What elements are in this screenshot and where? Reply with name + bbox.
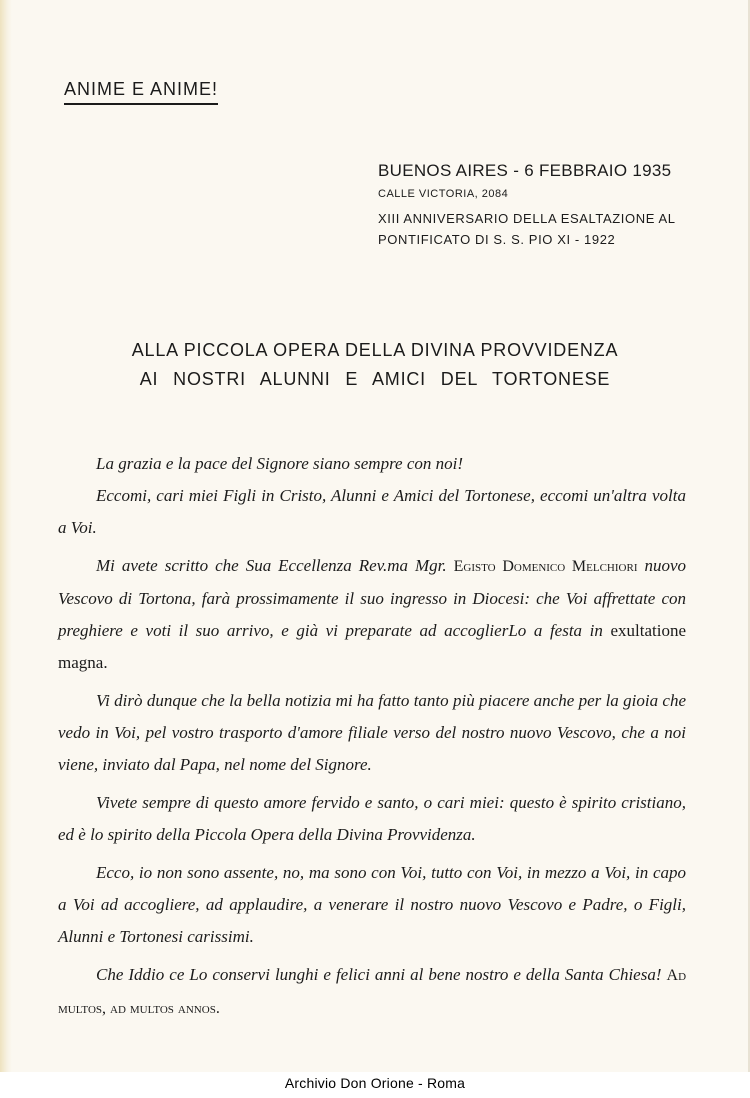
- archive-footer: Archivio Don Orione - Roma: [284, 1075, 466, 1091]
- paragraph-text: Mi avete scritto che Sua Eccellenza Rev.ma Mgr.: [96, 556, 447, 575]
- latin-closing: Ad multos, ad multos annos.: [58, 967, 687, 1017]
- street-address: CALLE VICTORIA, 2084: [378, 188, 509, 200]
- page-edge-shadow: [0, 0, 12, 1072]
- addressee-line-1: ALLA PICCOLA OPERA DELLA DIVINA PROVVIDENZA: [131, 340, 619, 360]
- addressee-line-2: AI NOSTRI ALUNNI E AMICI DEL TORTONESE: [139, 369, 611, 389]
- letter-body: [58, 448, 686, 1025]
- letter-paragraph: [58, 959, 686, 1025]
- document-heading: ANIME E ANIME!: [64, 79, 218, 105]
- letter-paragraph: [58, 550, 686, 679]
- paragraph-text: nuovo Vescovo di Tortona, farà prossimamente il suo ingresso in Diocesi: che Voi affrettate con preghiere e voti il suo arrivo, e già vi preparate ad accoglierLo a festa in: [58, 556, 687, 640]
- latin-phrase: exultatione magna.: [58, 621, 686, 672]
- letter-paragraph: Vi dirò dunque che la bella notizia mi ha fatto tanto più piacere anche per la gioia che vedo in Voi, pel vostro trasporto d'amore filiale verso del nostro nuovo Vescovo, che a noi viene, inviato dal Papa, nel nome del Signore.: [58, 691, 686, 774]
- letter-paragraph: Ecco, io non sono assente, no, ma sono con Voi, tutto con Voi, in mezzo a Voi, in capo a Voi ad accogliere, ad applaudire, a venerare il nostro nuovo Vescovo e Padre, o Figli, Alunni e Tortonesi carissimi.: [58, 863, 686, 946]
- letter-paragraph: Eccomi, cari miei Figli in Cristo, Alunni e Amici del Tortonese, eccomi un'altra volta a Voi.: [58, 486, 686, 537]
- city-date: BUENOS AIRES - 6 FEBBRAIO 1935: [378, 161, 672, 180]
- letter-paragraph: Vivete sempre di questo amore fervido e santo, o cari miei: questo è spirito cristiano, ed è lo spirito della Piccola Opera della Divina Provvidenza.: [58, 793, 686, 844]
- paragraph-text: Che Iddio ce Lo conservi lunghi e felici anni al bene nostro e della Santa Chiesa!: [96, 965, 662, 984]
- anniversary-line-1: XIII ANNIVERSARIO DELLA ESALTAZIONE AL: [378, 211, 676, 226]
- anniversary-line-2: PONTIFICATO DI S. S. PIO XI - 1922: [378, 232, 616, 247]
- letter-addressee: [0, 336, 750, 394]
- bishop-name: Egisto Domenico Melchiori: [453, 558, 638, 575]
- dateline-block: [378, 160, 708, 250]
- letter-paragraph: La grazia e la pace del Signore siano sempre con noi!: [96, 454, 464, 473]
